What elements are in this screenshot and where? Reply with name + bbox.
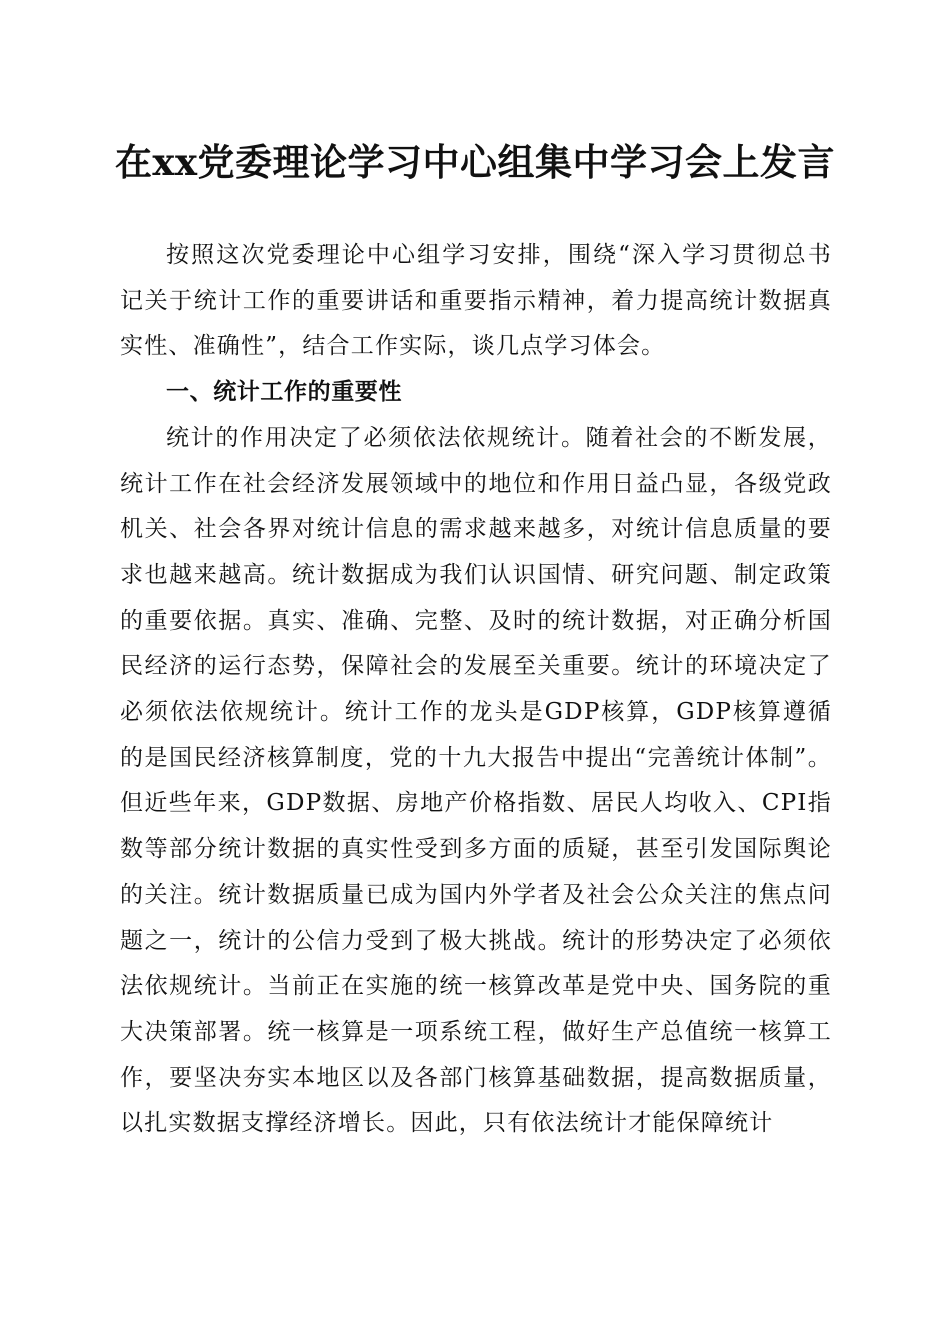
intro-paragraph: 按照这次党委理论中心组学习安排，围绕“深入学习贯彻总书记关于统计工作的重要讲话和重要指示精神，着力提高统计数据真实性、准确性”，结合工作实际，谈几点学习体会。 bbox=[120, 242, 832, 360]
section-1-paragraph: 统计的作用决定了必须依法依规统计。随着社会的不断发展，统计工作在社会经济发展领域中的地位和作用日益凸显，各级党政机关、社会各界对统计信息的需求越来越多，对统计信息质量的要求也越来越高。统计数据成为我们认识国情、研究问题、制定政策的重要依据。真实、准确、完整、及时的统计数据，对正确分析国民经济的运行态势，保障社会的发展至关重要。统计的环境决定了必须依法依规统计。统计工作的龙头是GDP核算，GDP核算遵循的是国民经济核算制度，党的十九大报告中提出“完善统计体制”。但近些年来，GDP数据、房地产价格指数、居民人均收入、CPI指数等部分统计数据的真实性受到多方面的质疑，甚至引发国际舆论的关注。统计数据质量已成为国内外学者及社会公众关注的焦点问题之一，统计的公信力受到了极大挑战。统计的形势决定了必须依法依规统计。当前正在实施的统一核算改革是党中央、国务院的重大决策部署。统一核算是一项系统工程，做好生产总值统一核算工作，要坚决夯实本地区以及各部门核算基础数据，提高数据质量，以扎实数据支撑经济增长。因此，只有依法统计才能保障统计 bbox=[120, 424, 832, 1137]
section-heading-1: 一、统计工作的重要性 bbox=[166, 379, 402, 406]
document-title: 在xx党委理论学习中心组集中学习会上发言 bbox=[114, 140, 836, 184]
document-body bbox=[120, 233, 832, 1147]
